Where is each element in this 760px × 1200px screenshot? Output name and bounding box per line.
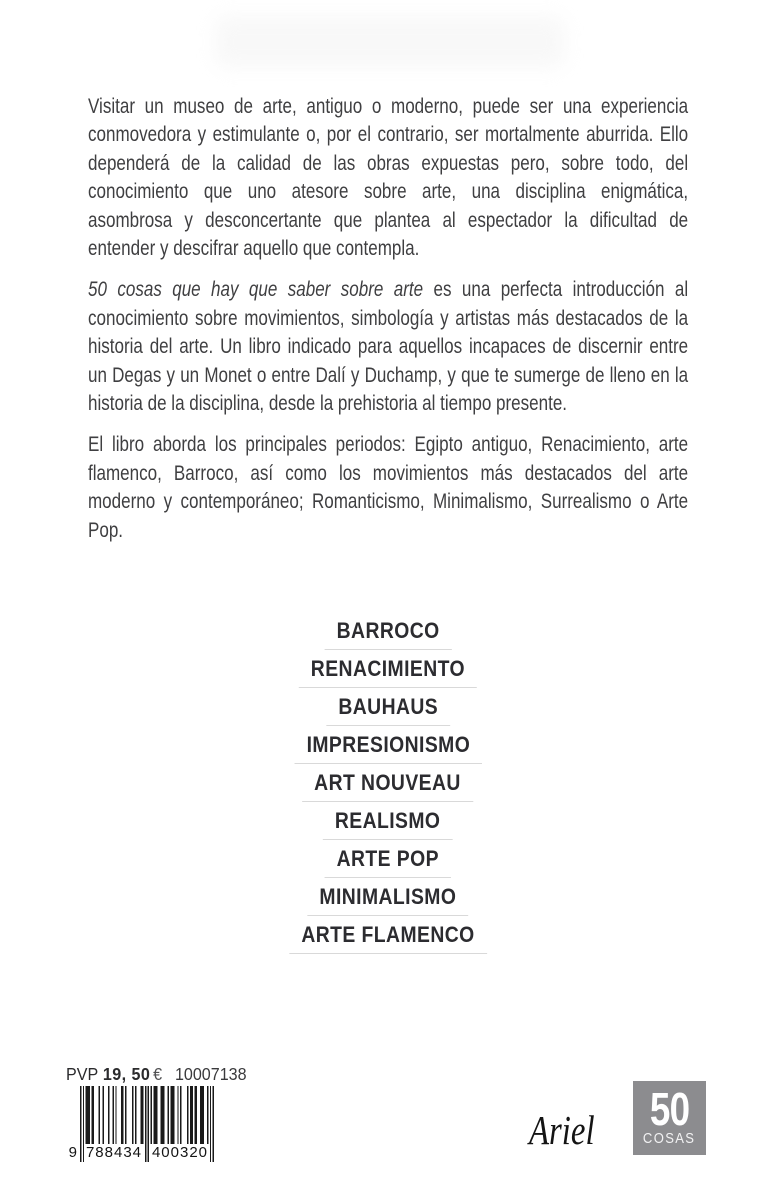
movement-item xyxy=(294,731,482,764)
paragraph-3: El libro aborda los principales periodos: Egipto antiguo, Renacimiento, arte flamenco, Barroco, así como los movimientos más destacados del arte moderno y contemporáneo; Romanticismo, Minimalismo, Surrealismo o Arte Pop. xyxy=(88,433,689,542)
movement-item xyxy=(325,845,451,878)
publisher-logo: Ariel xyxy=(529,1107,595,1153)
book-title-inline: 50 cosas que hay que saber sobre arte xyxy=(88,278,424,302)
movement-item xyxy=(323,807,453,840)
barcode-digits-left: 788434 xyxy=(85,1144,143,1161)
movement-label: ARTE FLAMENCO xyxy=(301,922,475,947)
movement-item xyxy=(299,655,477,688)
intro-text xyxy=(88,93,688,558)
movement-label: REALISMO xyxy=(335,808,441,833)
movement-label: MINIMALISMO xyxy=(319,884,457,909)
movement-label: IMPRESIONISMO xyxy=(306,732,470,757)
movement-item xyxy=(289,921,486,954)
fifty-cosas-badge xyxy=(633,1081,706,1155)
movement-item xyxy=(307,883,468,916)
movement-label: BARROCO xyxy=(336,618,440,643)
euro-sign: € xyxy=(153,1064,163,1084)
barcode-digits-right: 400320 xyxy=(151,1144,209,1161)
movements-list xyxy=(273,617,503,959)
movement-label: RENACIMIENTO xyxy=(310,656,466,681)
barcode-digit-prefix: 9 xyxy=(68,1144,77,1161)
movement-label: BAUHAUS xyxy=(338,694,438,719)
price-code: 10007138 xyxy=(174,1064,247,1084)
badge-number: 50 xyxy=(649,1083,690,1135)
price-amount: 19, 50 xyxy=(102,1064,151,1084)
movement-item xyxy=(324,617,451,650)
movement-item xyxy=(326,693,450,726)
paragraph-2 xyxy=(88,276,688,418)
movement-label: ART NOUVEAU xyxy=(314,770,462,795)
badge-word: COSAS xyxy=(643,1131,696,1147)
price-label: PVP xyxy=(66,1064,99,1084)
movement-label: ARTE POP xyxy=(336,846,440,871)
movement-item xyxy=(303,769,474,802)
paragraph-1: Visitar un museo de arte, antiguo o moderno, puede ser una experiencia conmovedora y estimulante o, por el contrario, ser mortalmente aburrida. Ello dependerá de la calidad de las obras expuestas pero, sobre todo, del conocimiento que uno atesore sobre arte, una disciplina enigmática, asombrosa y desconcertante que plantea al espectador la dificultad de entender y descifrar aquello que contempla. xyxy=(88,95,689,261)
barcode xyxy=(68,1086,214,1162)
faint-print-artifact xyxy=(215,16,565,68)
paragraph-2-rest: es una perfecta introducción al conocimiento sobre movimientos, simbología y artistas más destacados de la historia del arte. Un libro indicado para aquellos incapaces de discernir entre un Degas y un Monet o entre Dalí y Duchamp, y que te sumerge de lleno en la historia de la disciplina, desde la prehistoria al tiempo presente. xyxy=(88,278,689,416)
price-line xyxy=(66,1064,247,1085)
